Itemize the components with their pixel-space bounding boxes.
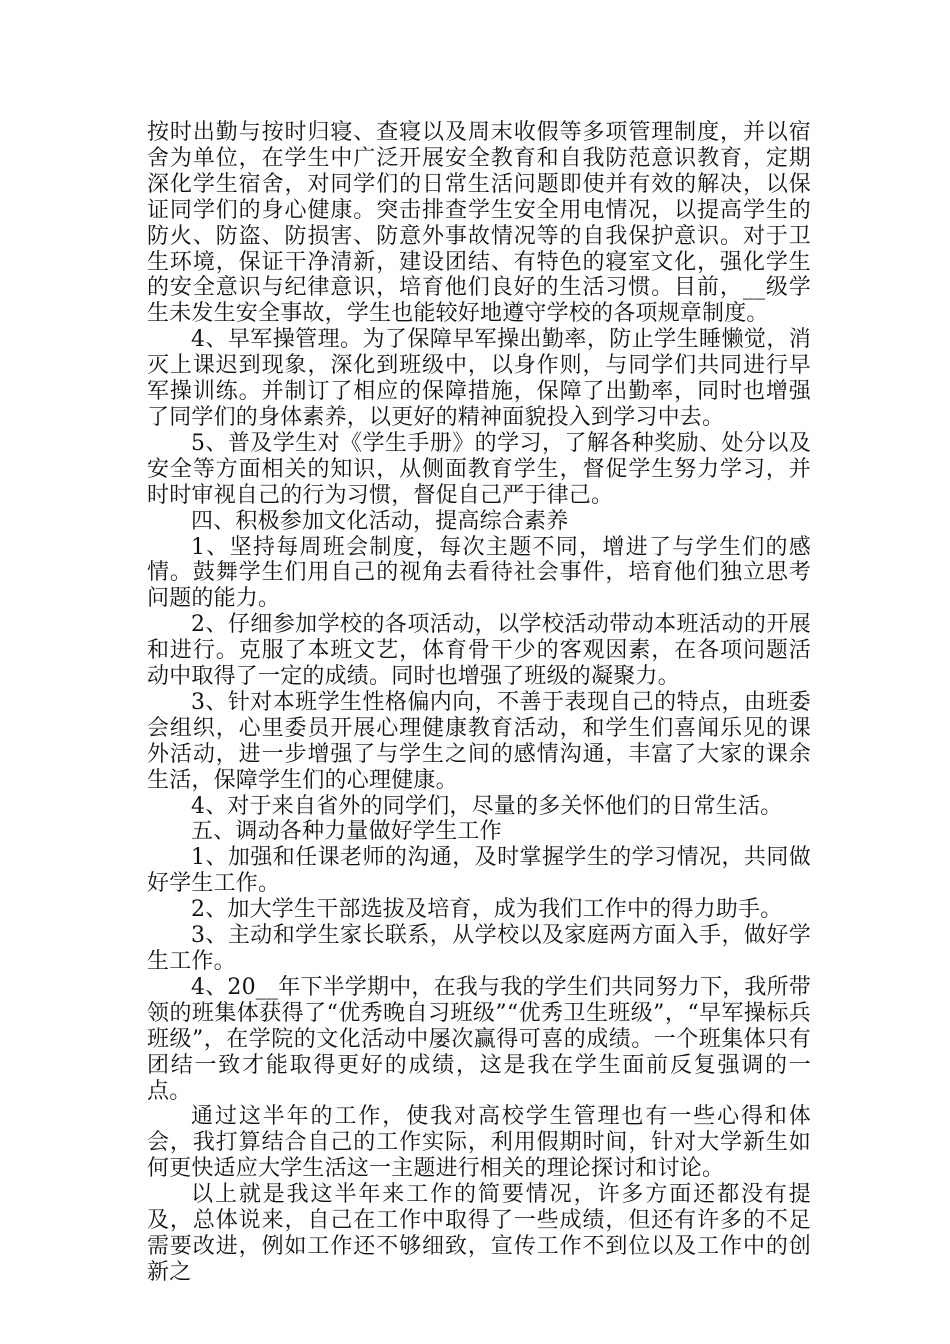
paragraph-summary: 以上就是我这半年来工作的简要情况，许多方面还都没有提及，总体说来，自己在工作中取得了一些成绩，但还有许多的不足需要改进，例如工作还不够细致，宣传工作不到位以及工作中的创新之 [147,1182,811,1285]
paragraph-reflection: 通过这半年的工作，使我对高校学生管理也有一些心得和体会，我打算结合自己的工作实际，利用假期时间，针对大学新生如何更快适应大学生活这一主题进行相关的理论探讨和讨论。 [147,1104,811,1182]
paragraph-class-meetings: 1、坚持每周班会制度，每次主题不同，增进了与学生们的感情。鼓舞学生们用自己的视角去看待社会事件，培育他们独立思考问题的能力。 [147,534,811,612]
paragraph-parent-contact: 3、主动和学生家长联系，从学校以及家庭两方面入手，做好学生工作。 [147,923,811,974]
paragraph-teacher-communication: 1、加强和任课老师的沟通，及时掌握学生的学习情况，共同做好学生工作。 [147,845,811,897]
paragraph-student-handbook: 5、普及学生对《学生手册》的学习，了解各种奖励、处分以及安全等方面相关的知识，从侧面教育学生，督促学生努力学习，并时时审视自己的行为习惯，督促自己严于律己。 [147,430,811,508]
section-heading-mobilize-forces: 五、调动各种力量做好学生工作 [191,819,502,845]
paragraph-school-activities: 2、仔细参加学校的各项活动，以学校活动带动本班活动的开展和进行。克服了本班文艺，体育骨干少的客观因素，在各项问题活动中取得了一定的成绩。同时也增强了班级的凝聚力。 [147,612,811,690]
document-body [147,120,811,1286]
paragraph-morning-drill: 4、早军操管理。为了保障早军操出勤率，防止学生睡懒觉，消灭上课迟到现象，深化到班级中，以身作则，与同学们共同进行早军操训练。并制订了相应的保障措施，保障了出勤率，同时也增强了同学们的身体素养，以更好的精神面貌投入到学习中去。 [147,327,811,430]
paragraph-mental-health: 3、针对本班学生性格偏内向，不善于表现自己的特点，由班委会组织，心里委员开展心理健康教育活动，和学生们喜闻乐见的课外活动，进一步增强了与学生之间的感情沟通，丰富了大家的课余生活，保障学生们的心理健康。 [147,689,811,793]
paragraph-out-of-province: 4、对于来自省外的同学们，尽量的多关怀他们的日常生活。 [191,793,783,819]
section-heading-cultural-activities: 四、积极参加文化活动，提高综合素养 [191,508,569,534]
paragraph-dormitory-management: 按时出勤与按时归寝、查寝以及周末收假等多项管理制度，并以宿舍为单位，在学生中广泛开展安全教育和自我防范意识教育，定期深化学生宿舍，对同学们的日常生活问题即使并有效的解决，以保证同学们的身心健康。突击排查学生安全用电情况，以提高学生的防火、防盗、防损害、防意外事故情况等的自我保护意识。对于卫生环境，保证干净清新，建设团结、有特色的寝室文化，强化学生的安全意识与纪律意识，培育他们良好的生活习惯。目前，__级学生未发生安全事故，学生也能较好地遵守学校的各项规章制度。 [147,120,811,327]
paragraph-class-honors: 4、20__年下半学期中，在我与我的学生们共同努力下，我所带领的班集体获得了“优秀晚自习班级”“优秀卫生班级”，“早军操标兵班级”，在学院的文化活动中屡次赢得可喜的成绩。一个班集体只有团结一致才能取得更好的成绩，这是我在学生面前反复强调的一点。 [147,974,811,1104]
paragraph-student-cadres: 2、加大学生干部选拔及培育，成为我们工作中的得力助手。 [191,897,783,923]
